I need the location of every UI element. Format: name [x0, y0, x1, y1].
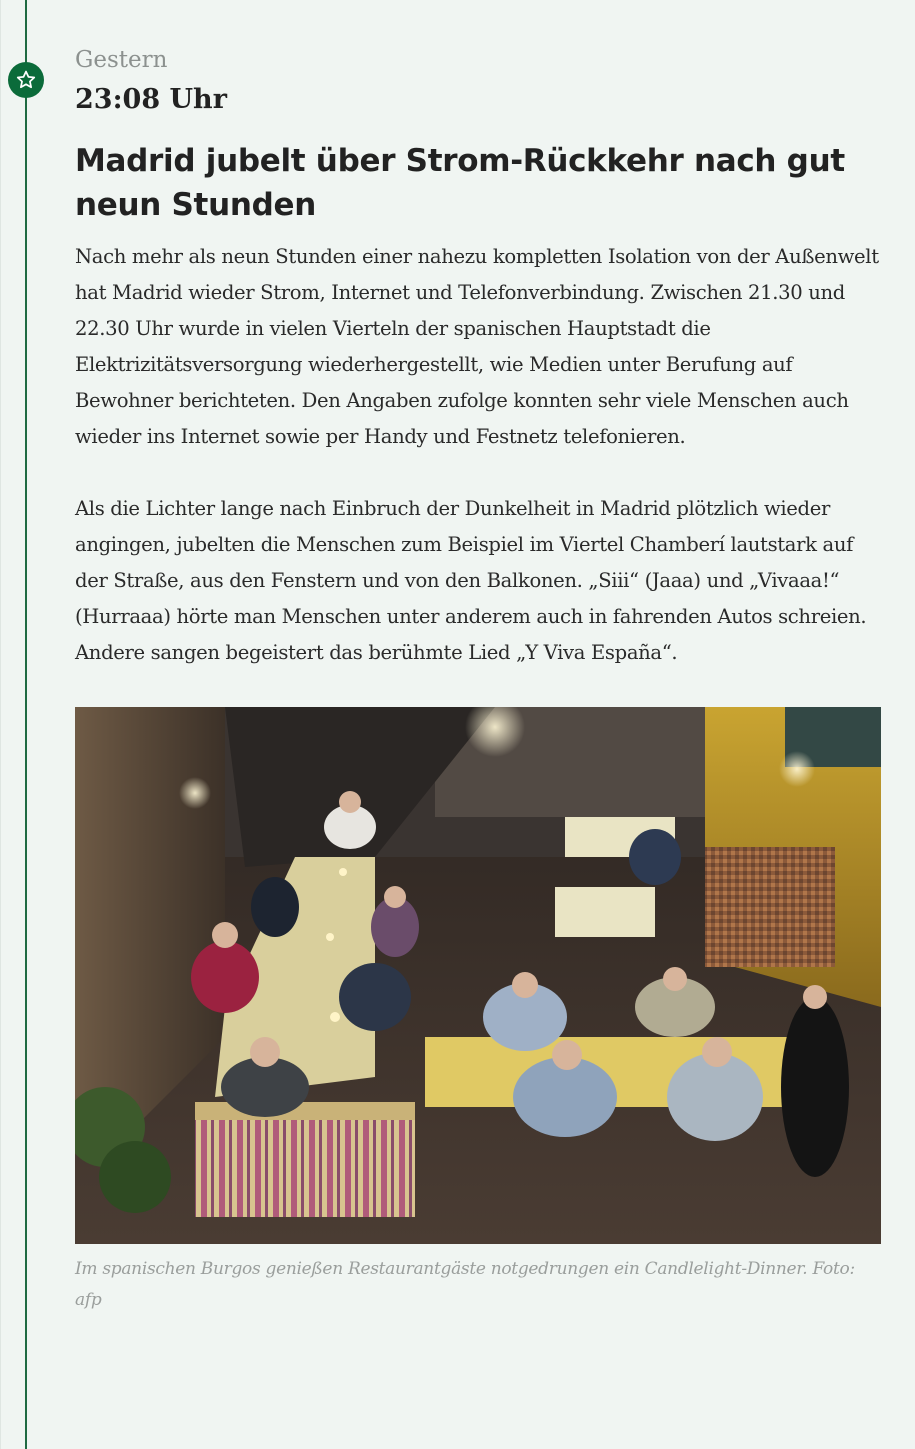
photo-caption: Im spanischen Burgos genießen Restaurantgäste notgedrungen ein Candlelight-Dinner. Foto: afp [75, 1259, 855, 1310]
entry-paragraph-2: Als die Lichter lange nach Einbruch der Dunkelheit in Madrid plötzlich wieder angingen, jubelten die Menschen zum Beispiel im Viertel Chamberí lautstark auf der Straße, aus den Fenstern und von den Balkonen. „Siii“ (Jaaa) und „Vivaaa!“ (Hurraaa) hörte man Menschen unter anderem auch in fahrenden Autos schreien. Andere sangen begeistert das berühmte Lied „Y Viva España“. [75, 497, 867, 664]
ticker-entry [75, 44, 881, 1316]
entry-paragraph-1: Nach mehr als neun Stunden einer nahezu kompletten Isolation von der Außenwelt hat Madrid wieder Strom, Internet und Telefonverbindung. Zwischen 21.30 und 22.30 Uhr wurde in vielen Vierteln der spanischen Hauptstadt die Elektrizitätsversorgung wiederhergestellt, wie Medien unter Berufung auf Bewohner berichteten. Den Angaben zufolge konnten sehr viele Menschen auch wieder ins Internet sowie per Handy und Festnetz telefonieren. [75, 245, 879, 448]
star-icon [8, 62, 44, 98]
entry-photo[interactable] [75, 707, 881, 1244]
entry-day: Gestern [75, 47, 168, 73]
timeline-line [25, 0, 27, 1449]
entry-time: 23:08 Uhr [75, 84, 227, 115]
entry-headline: Madrid jubelt über Strom-Rückkehr nach gut neun Stunden [75, 143, 845, 223]
